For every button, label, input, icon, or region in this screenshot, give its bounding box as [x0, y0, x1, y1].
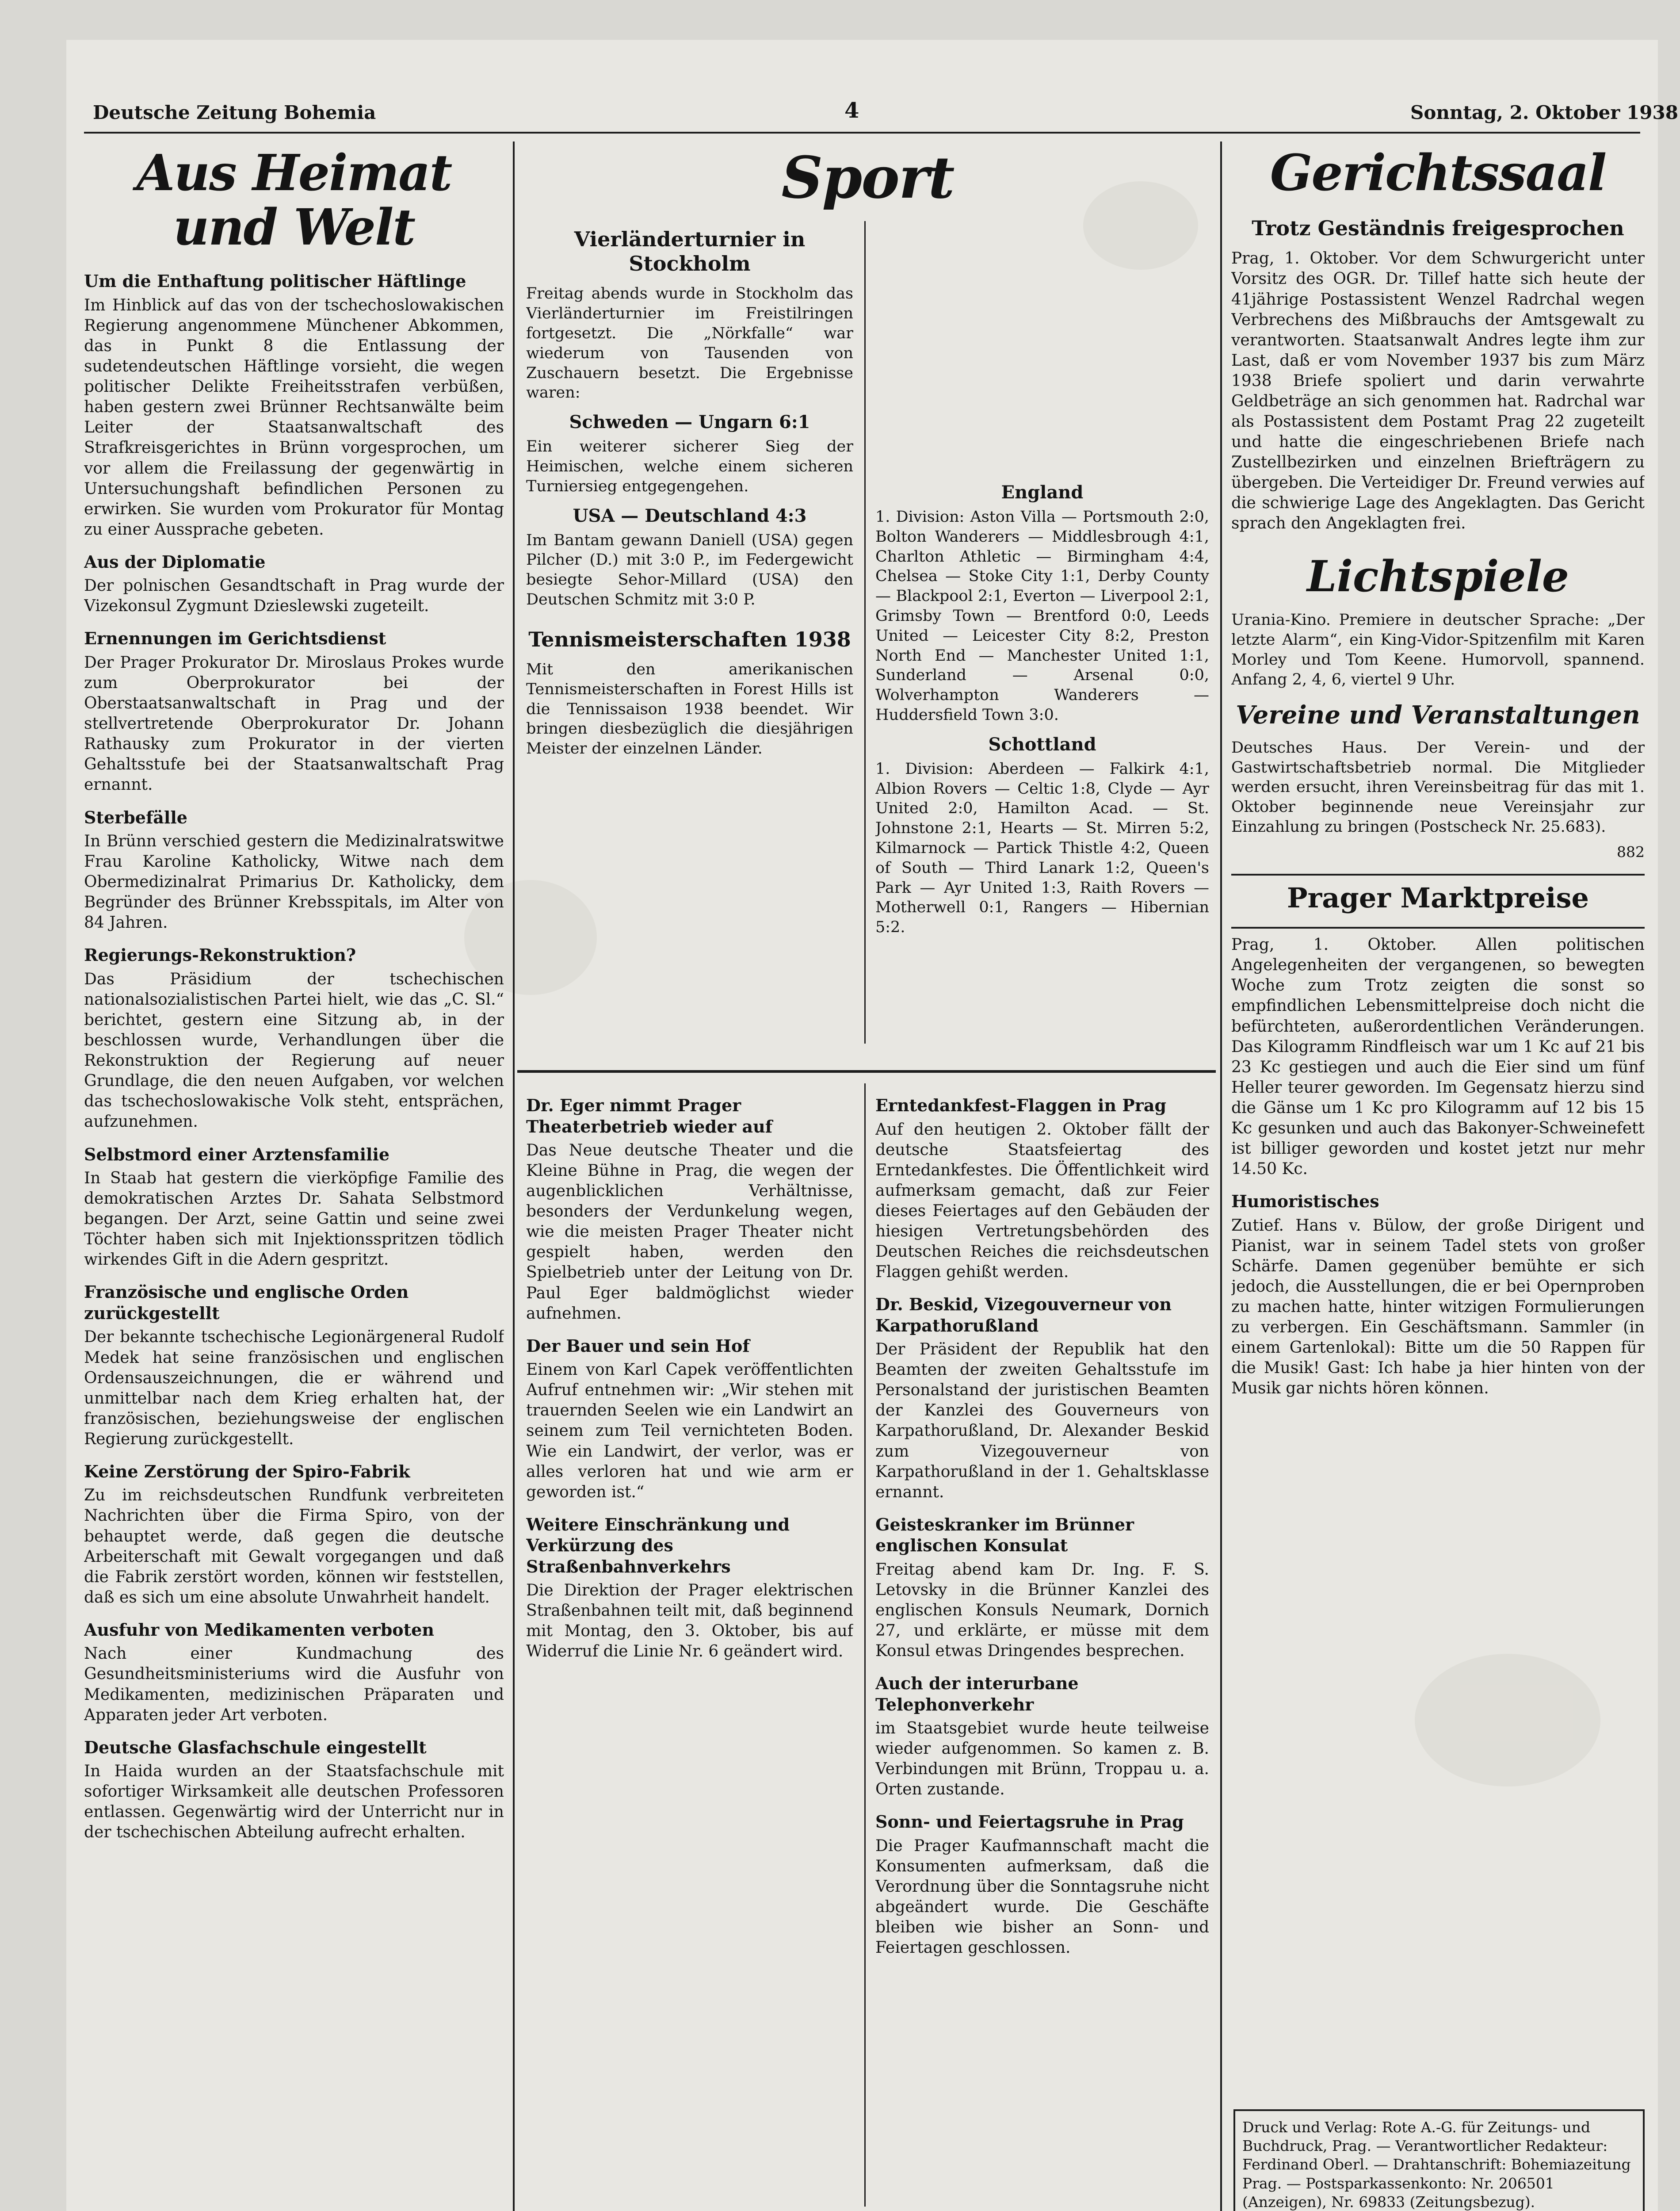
news-item-title: Ernennungen im Gerichtsdienst	[84, 628, 386, 649]
news-item-text: Der Prager Prokurator Dr. Miroslaus Prokes wurde zum Oberprokurator bei der Oberstaatsanwaltschaft in Prag und der stellvertretende Oberprokurator Dr. Johann Rathausky zum Prokurator in der vierten Gehaltsstufe bei der Staatsanwaltschaft Prag ernannt.	[84, 653, 504, 794]
news-item	[84, 1144, 504, 1270]
news-item-text: Der bekannte tschechische Legionärgeneral Rudolf Medek hat seine französischen und englischen Ordensauszeichnungen, die er während und unmittelbar nach dem Krieg erhalten hat, der französischen, beziehungsweise der englischen Regierung zurückgestellt.	[84, 1328, 504, 1448]
clubs-ref: 882	[1617, 843, 1645, 861]
clubs-masthead: Vereine und Veranstaltungen	[1236, 700, 1640, 730]
news-item-text: Nach einer Kundmachung des Gesundheitsministeriums wird die Ausfuhr von Medikamenten, medizinischen Präparaten und Apparaten jeder Art verboten.	[84, 1645, 504, 1724]
sport-masthead: Sport	[781, 146, 954, 211]
news-item-text: In Haida wurden an der Staatsfachschule mit sofortiger Wirksamkeit alle deutschen Professoren entlassen. Gegenwärtig wird der Unterricht nur in der tschechischen Abteilung aufrecht erhalten.	[84, 1762, 504, 1842]
court-text: Prag, 1. Oktober. Vor dem Schwurgericht unter Vorsitz des OGR. Dr. Tillef hatte sich heute der 41jährige Postassistent Wenzel Radrchal wegen Verbrechens des Mißbrauchs der Amtsgewalt zu verantworten. Staatsanwalt Andres legte ihm zur Last, daß er vom November 1937 bis zum März 1938 Briefe spoliert und darin verwahrte Geldbeträge an sich genommen hat. Radrchal war als Postassistent dem Postamt Prag 22 zugeteilt und hatte die eingeschriebenen Briefe nach Zustellbezirken und einzelnen Briefträgern zu übergeben. Die Verteidiger Dr. Freund verwies auf die schwierige Lage des Angeklagten. Das Gericht sprach den Angeklagten frei.	[1231, 249, 1645, 533]
news-item	[84, 1281, 504, 1449]
telephone-text: im Staatsgebiet wurde heute teilweise wieder aufgenommen. So kamen z. B. Verbindungen mit Brünn, Troppau u. a. Orten zustande.	[875, 1719, 1209, 1799]
news-item-title: Sterbefälle	[84, 807, 187, 827]
news-item-title: Französische und englische Orden zurückgestellt	[84, 1282, 409, 1323]
news-item	[84, 945, 504, 1132]
theater-title: Dr. Eger nimmt Prager Theaterbetrieb wieder auf	[526, 1095, 773, 1136]
tram-title: Weitere Einschränkung und Verkürzung des Straßenbahnverkehrs	[526, 1514, 790, 1576]
heimat-masthead: Aus Heimat und Welt	[136, 146, 452, 257]
news-item-text: In Staab hat gestern die vierköpfige Familie des demokratischen Arztes Dr. Sahata Selbstmord begangen. Der Arzt, seine Gattin und seine zwei Töchter haben sich mit Injektionsspritzen tödlich wirkendes Gift in die Adern gespritzt.	[84, 1169, 504, 1269]
wrestling-result-head: USA — Deutschland 4:3	[573, 505, 807, 526]
clubs-text: Deutsches Haus. Der Verein- und der Gastwirtschaftsbetrieb normal. Die Mitglieder werden ersucht, ihren Vereinsbeitrag für das mit 1. Oktober beginnende neue Vereinsjahr zur Einzahlung zu bringen (Postscheck Nr. 25.683).	[1231, 738, 1645, 836]
news-item	[84, 1461, 504, 1608]
sport-section	[526, 146, 1209, 1057]
wrestling-result-text: Im Bantam gewann Daniell (USA) gegen Pilcher (D.) mit 3:0 P., im Federgewicht besiegte Sehor-Millard (USA) den Deutschen Schmitz mit 3:0 P.	[526, 531, 853, 608]
news-item-title: Keine Zerstörung der Spiro-Fabrik	[84, 1461, 410, 1481]
tennis-text: Mit den amerikanischen Tennismeisterschaften in Forest Hills ist die Tennissaison 1938 beendet. Wir bringen diesbezüglich die diesjährigen Meister der einzelnen Länder.	[526, 660, 853, 758]
page-number: 4	[844, 98, 859, 123]
scotland-results: 1. Division: Aberdeen — Falkirk 4:1, Albion Rovers — Celtic 1:8, Clyde — Ayr United 2:0, Hamilton Acad. — St. Johnstone 2:1, Hearts — St. Mirren 5:2, Kilmarnock — Partick Thistle 4:2, Queen of South — Third Lanark 1:2, Queen's Park — Ayr United 1:3, Raith Rovers — Motherwell 0:1, Rangers — Hibernian 5:2.	[875, 760, 1209, 937]
farmer-text: Einem von Karl Capek veröffentlichten Aufruf entnehmen wir: „Wir stehen mit trauernden Seelen wie ein Landwirt an seinem zum Teil vernichteten Boden. Wie ein Landwirt, der verlor, was er alles verloren hat und wie arm er geworden ist.“	[526, 1361, 853, 1501]
column-rule-right	[1220, 142, 1222, 2211]
news-item	[84, 1619, 504, 1725]
humor-title: Humoristisches	[1231, 1191, 1379, 1212]
humor-text: Zutief. Hans v. Bülow, der große Dirigent und Pianist, war in seinem Tadel stets von großer Schärfe. Damen gegenüber bemühte er sich jedoch, die Ausstellungen, die er bei Opernproben zu machen hatte, hinter witzigen Formulierungen zu verbergen. Ein Geschäftsmann. Sammler (in einem Gartenlokal): Bitte um die 50 Rappen für die Musik! Gast: Ich habe ja hier hinten von der Musik gar nichts hören können.	[1231, 1216, 1645, 1398]
news-item-title: Deutsche Glasfachschule eingestellt	[84, 1737, 427, 1757]
beskid-title: Dr. Beskid, Vizegouverneur von Karpathorußland	[875, 1294, 1172, 1335]
sport-left-subcolumn	[526, 217, 853, 1052]
news-item-text: Der polnischen Gesandtschaft in Prag wurde der Vizekonsul Zygmunt Dzieslewski zugeteilt.	[84, 577, 504, 616]
news-item-text: Im Hinblick auf das von der tschechoslowakischen Regierung angenommene Münchener Abkommen, das in Punkt 8 die Entlassung der sudetendeutschen Häftlinge vorsieht, die wegen politischer Delikte Freiheitsstrafen verbüßen, haben gestern zwei Brünner Rechtsanwälte beim Leiter der Staatsanwaltschaft des Strafkreisgerichtes in Brünn vorgesprochen, um vor allem die Freilassung der gegenwärtig in Untersuchungshaft befindlichen Personen zu erwirken. Sie wurden vom Prokurator für Montag zu einer Aussprache gebeten.	[84, 296, 504, 539]
wrestling-result-head: Schweden — Ungarn 6:1	[569, 412, 810, 433]
sport-right-subcolumn	[875, 217, 1209, 1052]
news-item-text: Zu im reichsdeutschen Rundfunk verbreiteten Nachrichten über die Firma Spiro, von der behauptet werde, daß gegen die deutsche Arbeiterschaft mit Gewalt vorgegangen und daß die Fabrik zerstört worden, können wir feststellen, daß es sich um eine absolute Unwahrheit handelt.	[84, 1486, 504, 1607]
sport-subcolumn-rule	[864, 221, 866, 1044]
sport-bottom-rule	[517, 1070, 1216, 1073]
market-title: Prager Marktpreise	[1287, 881, 1589, 914]
tennis-title: Tennismeisterschaften 1938	[528, 627, 851, 651]
news-item	[84, 551, 504, 617]
imprint-box	[1233, 2109, 1645, 2211]
tram-text: Die Direktion der Prager elektrischen Straßenbahnen teilt mit, daß beginnend mit Montag, den 3. Oktober, bis auf Widerruf die Linie Nr. 6 geändert wird.	[526, 1581, 853, 1661]
local-news-right	[875, 1083, 1209, 2211]
england-results: 1. Division: Aston Villa — Portsmouth 2:0, Bolton Wanderers — Middlesbrough 4:1, Charlton Athletic — Birmingham 4:4, Chelsea — Stoke City 1:1, Derby County — Blackpool 2:1, Everton — Liverpool 2:1, Grimsby Town — Brentford 0:0, Leeds United — Leicester City 8:2, Preston North End — Manchester United 1:1, Sunderland — Arsenal 0:0, Wolverhampton Wanderers — Huddersfield Town 3:0.	[875, 508, 1209, 724]
news-item-title: Um die Enthaftung politischer Häftlinge	[84, 271, 466, 291]
theater-text: Das Neue deutsche Theater und die Kleine Bühne in Prag, die wegen der augenblicklichen Verhältnisse, besonders der Verdunkelung wegen, wie die meisten Prager Theater nicht gespielt haben, werden den Spielbetrieb unter der Leitung von Dr. Paul Eger baldmöglichst wieder aufnehmen.	[526, 1141, 853, 1323]
wrestling-title: Vierländerturnier in Stockholm	[574, 227, 806, 276]
news-item	[84, 807, 504, 933]
news-item	[84, 628, 504, 795]
issue-date: Sonntag, 2. Oktober 1938	[1410, 102, 1678, 123]
news-item-text: Das Präsidium der tschechischen nationalsozialistischen Partei hielt, wie das „C. Sl.“ berichtet, gestern eine Sitzung ab, in der beschlossen wurde, Verhandlungen über die Rekonstruktion der Regierung auf neuer Grundlage, die den neuen Aufgaben, vor welchen das tschechoslowakische Volk steht, entsprächen, aufzunehmen.	[84, 970, 504, 1131]
news-item-title: Ausfuhr von Medikamenten verboten	[84, 1619, 434, 1640]
consulate-title: Geisteskranker im Brünner englischen Konsulat	[875, 1514, 1134, 1556]
imprint-text: Druck und Verlag: Rote A.-G. für Zeitungs- und Buchdruck, Prag. — Verantwortlicher Redakteur: Ferdinand Oberl. — Drahtanschrift: Bohemiazeitung Prag. — Postsparkassenkonto: Nr. 206501 (Anzeigen), Nr. 69833 (Zeitungsbezug).	[1242, 2119, 1631, 2211]
local-news-rule	[864, 1083, 866, 2207]
news-item-title: Regierungs-Rekonstruktion?	[84, 945, 356, 965]
harvest-text: Auf den heutigen 2. Oktober fällt der deutsche Staatsfeiertag des Erntedankfestes. Die Öffentlichkeit wird aufmerksam gemacht, daß zur Feier dieses Feiertages auf den Gebäuden der hiesigen Vertretungsbehörden des Deutschen Reiches die reichsdeutschen Flaggen gehißt werden.	[875, 1120, 1209, 1281]
market-text: Prag, 1. Oktober. Allen politischen Angelegenheiten der vergangenen, so bewegten Woche zum Trotz zeigten die sonst so empfindlichen Lebensmittelpreise doch nicht die befürchteten, außerordentlichen Veränderungen. Das Kilogramm Rindfleisch war um 1 Kc auf 21 bis 23 Kc gestiegen und auch die Eier sind um fünf Heller teurer geworden. Im Gegensatz hierzu sind die Gänse um 1 Kc pro Kilogramm auf 12 bis 15 Kc gesunken und auch das Bakonyer-Schweinefett ist billiger geworden und kostet jetzt nur mehr 14.50 Kc.	[1231, 936, 1645, 1178]
news-item	[84, 271, 504, 539]
local-news-left	[526, 1083, 853, 2211]
sunday-rest-title: Sonn- und Feiertagsruhe in Prag	[875, 1812, 1184, 1832]
news-item-title: Aus der Diplomatie	[84, 551, 266, 572]
header-rule	[84, 132, 1640, 134]
harvest-title: Erntedankfest-Flaggen in Prag	[875, 1095, 1167, 1115]
market-box	[1231, 874, 1645, 929]
left-column	[84, 146, 504, 2202]
news-item-title: Selbstmord einer Arztensfamilie	[84, 1144, 390, 1164]
cinema-text: Urania-Kino. Premiere in deutscher Sprache: „Der letzte Alarm“, ein King-Vidor-Spitzenfilm mit Karen Morley und Tom Keene. Humorvoll, spannend. Anfang 2, 4, 6, viertel 9 Uhr.	[1231, 611, 1645, 689]
sunday-rest-text: Die Prager Kaufmannschaft macht die Konsumenten aufmerksam, daß die Verordnung über die Sonntagsruhe nicht abgeändert wurde. Die Geschäfte bleiben wie bisher an Sonn- und Feiertagen geschlossen.	[875, 1836, 1209, 1957]
scotland-heading: Schottland	[988, 734, 1096, 755]
farmer-title: Der Bauer und sein Hof	[526, 1335, 750, 1356]
court-masthead: Gerichtssaal	[1270, 146, 1606, 202]
beskid-text: Der Präsident der Republik hat den Beamten der zweiten Gehaltsstufe im Personalstand der juristischen Beamten der Kanzlei des Gouverneurs von Karpathorußland, Dr. Alexander Beskid zum Vizegouverneur von Karpathorußland in der 1. Gehaltsklasse ernannt.	[875, 1340, 1209, 1501]
wrestling-result-text: Ein weiterer sicherer Sieg der Heimischen, welche einem sicheren Turniersieg entgegengehen.	[526, 438, 853, 495]
telephone-title: Auch der interurbane Telephonverkehr	[875, 1673, 1079, 1714]
consulate-text: Freitag abend kam Dr. Ing. F. S. Letovsky in die Brünner Kanzlei des englischen Konsuls Neumark, Dornich 27, und erklärte, er müsse mit dem Konsul etwas Dringendes besprechen.	[875, 1560, 1209, 1660]
court-title: Trotz Geständnis freigesprochen	[1252, 216, 1624, 241]
news-item-text: In Brünn verschied gestern die Medizinalratswitwe Frau Karoline Katholicky, Witwe nach dem Obermedizinalrat Primarius Dr. Katholicky, dem Begründer des Brünner Krebsspitals, im Alter von 84 Jahren.	[84, 832, 504, 932]
wrestling-intro: Freitag abends wurde in Stockholm das Vierländerturnier im Freistilringen fortgesetzt. Die „Nörkfalle“ war wiederum von Tausenden von Zuschauern besetzt. Die Ergebnisse waren:	[526, 285, 853, 402]
cinema-masthead: Lichtspiele	[1307, 551, 1569, 602]
paper-name: Deutsche Zeitung Bohemia	[93, 102, 376, 123]
england-heading: England	[1001, 482, 1084, 503]
news-item	[84, 1737, 504, 1843]
column-rule-left	[513, 142, 515, 2211]
newspaper-page	[66, 40, 1678, 2211]
right-column	[1231, 146, 1645, 2092]
